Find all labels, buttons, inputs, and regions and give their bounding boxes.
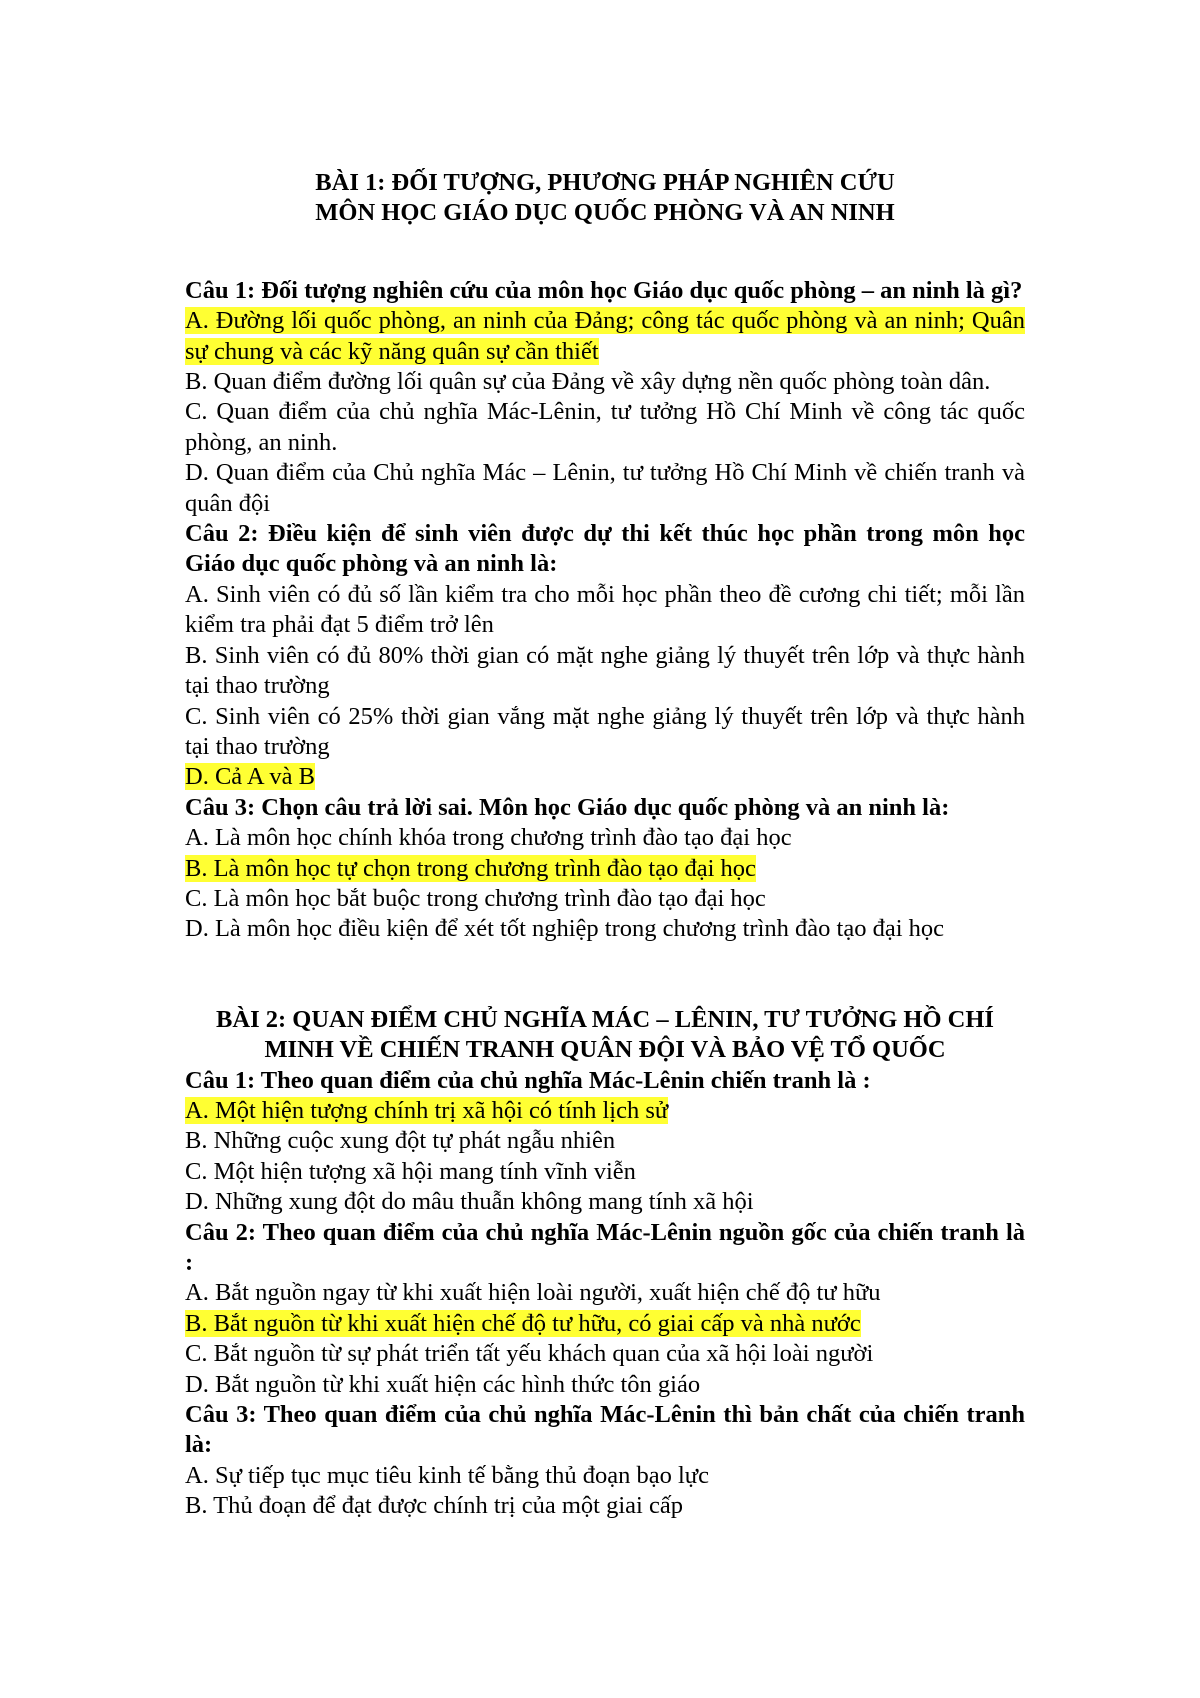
highlighted-answer: A. Một hiện tượng chính trị xã hội có tính lịch sử [185, 1096, 669, 1124]
lesson2-q1-option-a [185, 1096, 1025, 1126]
document-content [185, 168, 1025, 1522]
lesson2-q1-option-c: C. Một hiện tượng xã hội mang tính vĩnh viễn [185, 1157, 636, 1185]
lesson1-q2-option-c: C. Sinh viên có 25% thời gian vắng mặt nghe giảng lý thuyết trên lớp và thực hành tại thao trường [185, 702, 1025, 760]
lesson1-q1-option-c: C. Quan điểm của chủ nghĩa Mác-Lênin, tư tưởng Hồ Chí Minh về công tác quốc phòng, an ninh. [185, 398, 1025, 456]
lesson2-q1-option-d: D. Những xung đột do mâu thuẫn không mang tính xã hội [185, 1188, 754, 1216]
lesson1-question-2: Câu 2: Điều kiện để sinh viên được dự thi kết thúc học phần trong môn học Giáo dục quốc phòng và an ninh là: [185, 520, 1025, 578]
lesson1-title-line-1: BÀI 1: ĐỐI TƯỢNG, PHƯƠNG PHÁP NGHIÊN CỨU [315, 169, 895, 196]
lesson2-q2-option-c: C. Bắt nguồn từ sự phát triển tất yếu khách quan của xã hội loài người [185, 1340, 874, 1368]
lesson2-q2-option-d: D. Bắt nguồn từ khi xuất hiện các hình thức tôn giáo [185, 1370, 701, 1398]
lesson2-question-3: Câu 3: Theo quan điểm của chủ nghĩa Mác-Lênin thì bản chất của chiến tranh là: [185, 1401, 1025, 1459]
lesson1-title-line-2: MÔN HỌC GIÁO DỤC QUỐC PHÒNG VÀ AN NINH [315, 199, 895, 227]
lesson1-q3-option-d: D. Là môn học điều kiện để xét tốt nghiệp trong chương trình đào tạo đại học [185, 915, 945, 943]
highlighted-answer: B. Là môn học tự chọn trong chương trình đào tạo đại học [185, 854, 756, 882]
highlighted-answer: D. Cả A và B [185, 763, 315, 791]
lesson1-q3-option-a: A. Là môn học chính khóa trong chương trình đào tạo đại học [185, 824, 792, 852]
lesson1-q3-option-c: C. Là môn học bắt buộc trong chương trình đào tạo đại học [185, 884, 766, 912]
lesson1-question-3: Câu 3: Chọn câu trả lời sai. Môn học Giáo dục quốc phòng và an ninh là: [185, 793, 950, 821]
lesson2-question-1: Câu 1: Theo quan điểm của chủ nghĩa Mác-Lênin chiến tranh là : [185, 1066, 871, 1094]
highlighted-answer: A. Đường lối quốc phòng, an ninh của Đảng; công tác quốc phòng và an ninh; Quân sự chung và các kỹ năng quân sự cần thiết [185, 307, 1025, 365]
lesson1-q1-option-a [185, 306, 1025, 367]
lesson1-q1-option-d: D. Quan điểm của Chủ nghĩa Mác – Lênin, tư tưởng Hồ Chí Minh về chiến tranh và quân đội [185, 459, 1025, 517]
lesson1-q3-option-b [185, 854, 1025, 884]
lesson2-q2-option-a: A. Bắt nguồn ngay từ khi xuất hiện loài người, xuất hiện chế độ tư hữu [185, 1279, 881, 1307]
lesson2-title: BÀI 2: QUAN ĐIỂM CHỦ NGHĨA MÁC – LÊNIN, TƯ TƯỞNG HỒ CHÍ MINH VỀ CHIẾN TRANH QUÂN ĐỘI VÀ BẢO VỆ TỔ QUỐC [216, 1005, 994, 1064]
lesson1-question-1: Câu 1: Đối tượng nghiên cứu của môn học Giáo dục quốc phòng – an ninh là gì? [185, 276, 1023, 304]
lesson1-q2-option-d [185, 762, 1025, 792]
lesson1-q1-option-b: B. Quan điểm đường lối quân sự của Đảng về xây dựng nền quốc phòng toàn dân. [185, 368, 991, 396]
lesson2-q3-option-a: A. Sự tiếp tục mục tiêu kinh tế bằng thủ đoạn bạo lực [185, 1461, 709, 1489]
lesson1-title [185, 168, 1025, 229]
lesson2-q3-option-b: B. Thủ đoạn để đạt được chính trị của một giai cấp [185, 1492, 683, 1520]
lesson2-question-2: Câu 2: Theo quan điểm của chủ nghĩa Mác-Lênin nguồn gốc của chiến tranh là : [185, 1218, 1025, 1276]
highlighted-answer: B. Bắt nguồn từ khi xuất hiện chế độ tư hữu, có giai cấp và nhà nước [185, 1309, 861, 1337]
lesson2-q1-option-b: B. Những cuộc xung đột tự phát ngẫu nhiên [185, 1127, 616, 1155]
lesson1-q2-option-b: B. Sinh viên có đủ 80% thời gian có mặt nghe giảng lý thuyết trên lớp và thực hành tại thao trường [185, 641, 1025, 700]
lesson2-q2-option-b [185, 1309, 1025, 1339]
lesson1-q2-option-a: A. Sinh viên có đủ số lần kiểm tra cho mỗi học phần theo đề cương chi tiết; mỗi lần kiểm tra phải đạt 5 điểm trở lên [185, 580, 1025, 639]
